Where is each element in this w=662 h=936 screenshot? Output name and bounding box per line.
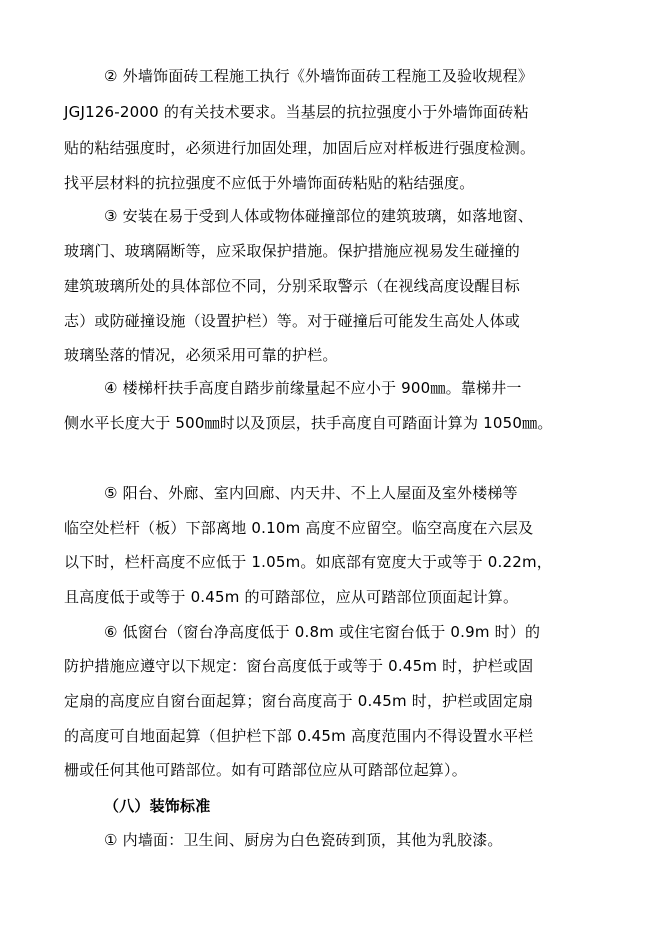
paragraph-2-line-1: ③ 安装在易于受到人体或物体碰撞部位的建筑玻璃，如落地窗、	[104, 207, 534, 225]
paragraph-4-line-1: ⑤ 阳台、外廊、室内回廊、内天井、不上人屋面及室外楼梯等	[104, 484, 518, 502]
paragraph-4-line-2: 临空处栏杆（板）下部离地 0.10m 高度不应留空。临空高度在六层及	[64, 519, 534, 537]
paragraph-1-line-2: JGJ126-2000 的有关技术要求。当基层的抗拉强度小于外墙饰面砖粘	[64, 103, 529, 121]
paragraph-3-line-2: 侧水平长度大于 500㎜时以及顶层，扶手高度自可踏面计算为 1050㎜。	[64, 414, 553, 432]
paragraph-2-line-2: 玻璃门、玻璃隔断等，应采取保护措施。保护措施应视易发生碰撞的	[64, 242, 521, 260]
paragraph-3-line-1: ④ 楼梯杆扶手高度自踏步前缘量起不应小于 900㎜。靠梯井一	[104, 379, 522, 397]
paragraph-5-line-3: 定扇的高度应自窗台面起算；窗台高度高于 0.45m 时，护栏或固定扇	[64, 692, 534, 710]
paragraph-4-line-3: 以下时，栏杆高度不应低于 1.05m。如底部有宽度大于或等于 0.22m，	[64, 553, 552, 571]
paragraph-2-line-3: 建筑玻璃所处的具体部位不同，分别采取警示（在视线高度设醒目标	[64, 277, 521, 295]
paragraph-5-line-4: 的高度可自地面起算（但护栏下部 0.45m 高度范围内不得设置水平栏	[64, 727, 534, 745]
paragraph-4-line-4: 且高度低于或等于 0.45m 的可踏部位，应从可踏部位顶面起计算。	[64, 588, 519, 606]
paragraph-2-line-4: 志）或防碰撞设施（设置护栏）等。对于碰撞后可能发生高处人体或	[64, 312, 521, 330]
section-heading: （八）装饰标准	[104, 797, 211, 815]
paragraph-5-line-2: 防护措施应遵守以下规定：窗台高度低于或等于 0.45m 时，护栏或固	[64, 657, 534, 675]
paragraph-1-line-1: ② 外墙饰面砖工程施工执行《外墙饰面砖工程施工及验收规程》	[104, 67, 534, 85]
final-item: ① 内墙面：卫生间、厨房为白色瓷砖到顶，其他为乳胶漆。	[104, 831, 503, 849]
paragraph-1-line-4: 找平层材料的抗拉强度不应低于外墙饰面砖粘贴的粘结强度。	[64, 174, 475, 192]
paragraph-5-line-1: ⑥ 低窗台（窗台净高度低于 0.8m 或住宅窗台低于 0.9m 时）的	[104, 623, 541, 641]
paragraph-2-line-5: 玻璃坠落的情况，必须采用可靠的护栏。	[64, 346, 338, 364]
paragraph-5-line-5: 栅或任何其他可踏部位。如有可踏部位应从可踏部位起算）。	[64, 761, 467, 779]
paragraph-1-line-3: 贴的粘结强度时，必须进行加固处理，加固后应对样板进行强度检测。	[64, 139, 536, 157]
